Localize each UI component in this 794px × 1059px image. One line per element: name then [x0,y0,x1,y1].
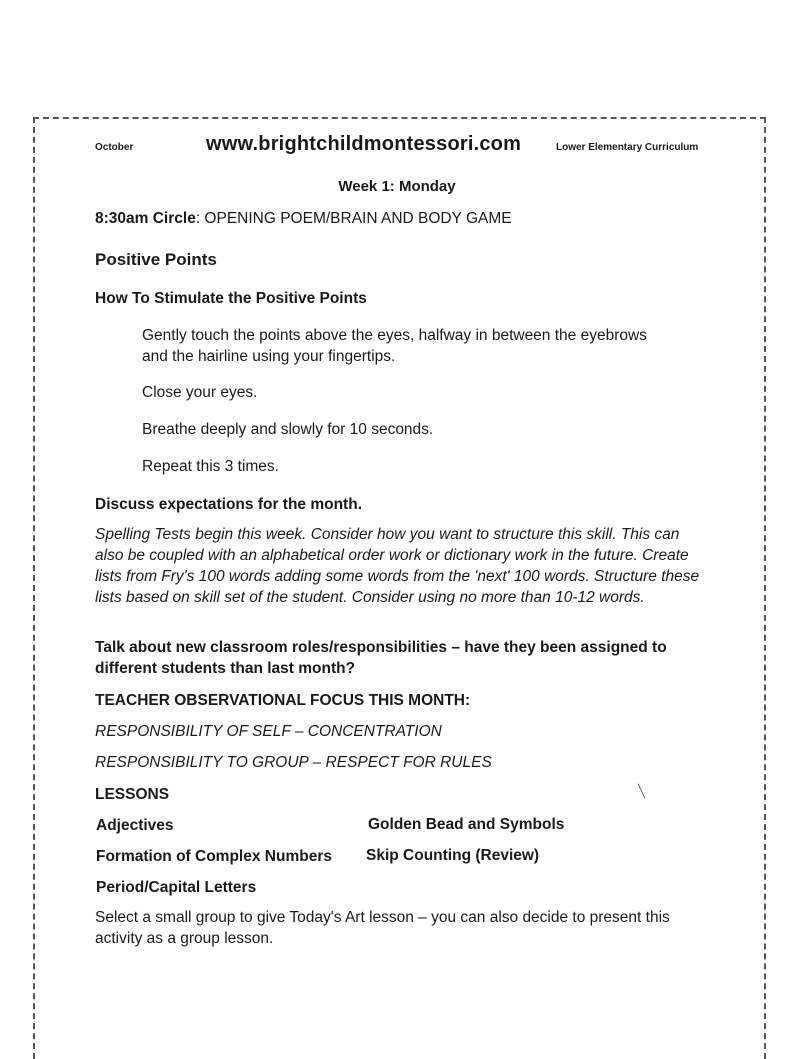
header-site-url: www.brightchildmontessori.com [206,133,522,155]
lesson-item-period-capital: Period/Capital Letters [96,879,257,896]
circle-activity: : OPENING POEM/BRAIN AND BODY GAME [195,210,512,227]
lesson-item-adjectives: Adjectives [96,817,174,834]
observational-focus-item: RESPONSIBILITY OF SELF – CONCENTRATION [95,723,442,740]
lesson-item-skip-counting: Skip Counting (Review) [366,847,540,864]
positive-step-2: Close your eyes. [142,384,258,401]
header-curriculum: Lower Elementary Curriculum [556,142,699,153]
observational-focus-heading: TEACHER OBSERVATIONAL FOCUS THIS MONTH: [95,692,471,709]
expectations-note: Spelling Tests begin this week. Consider how you want to structure this skill. This can also be coupled with an alphabetical order work or dictionary work in the future. Create lists from Fry's 100 words adding some words from the 'next' 100 words. Structure these lists based on skill set of the student. Consider using no more than 10-12 words. [95,526,700,606]
week-title: Week 1: Monday [338,178,456,195]
circle-time-label: 8:30am Circle [95,210,196,227]
lesson-item-complex-numbers: Formation of Complex Numbers [96,848,332,865]
expectations-heading: Discuss expectations for the month. [95,496,362,513]
positive-step-1: Gently touch the points above the eyes, halfway in between the eyebrows and the hairline using your fingertips. [142,327,647,365]
lesson-item-golden-bead: Golden Bead and Symbols [368,816,565,833]
observational-focus-item: RESPONSIBILITY TO GROUP – RESPECT FOR RULES [95,754,492,771]
positive-points-subheading: How To Stimulate the Positive Points [95,290,367,307]
lessons-heading: LESSONS [95,786,170,803]
roles-question: Talk about new classroom roles/responsibilities – have they been assigned to different students than last month? [95,639,667,677]
art-lesson-note: Select a small group to give Today's Art lesson – you can also decide to present this activity as a group lesson. [95,909,670,947]
header-month: October [95,142,134,153]
positive-step-3: Breathe deeply and slowly for 10 seconds. [142,421,434,438]
positive-step-4: Repeat this 3 times. [142,458,279,475]
positive-points-heading: Positive Points [95,250,217,269]
circle-line [95,208,512,229]
